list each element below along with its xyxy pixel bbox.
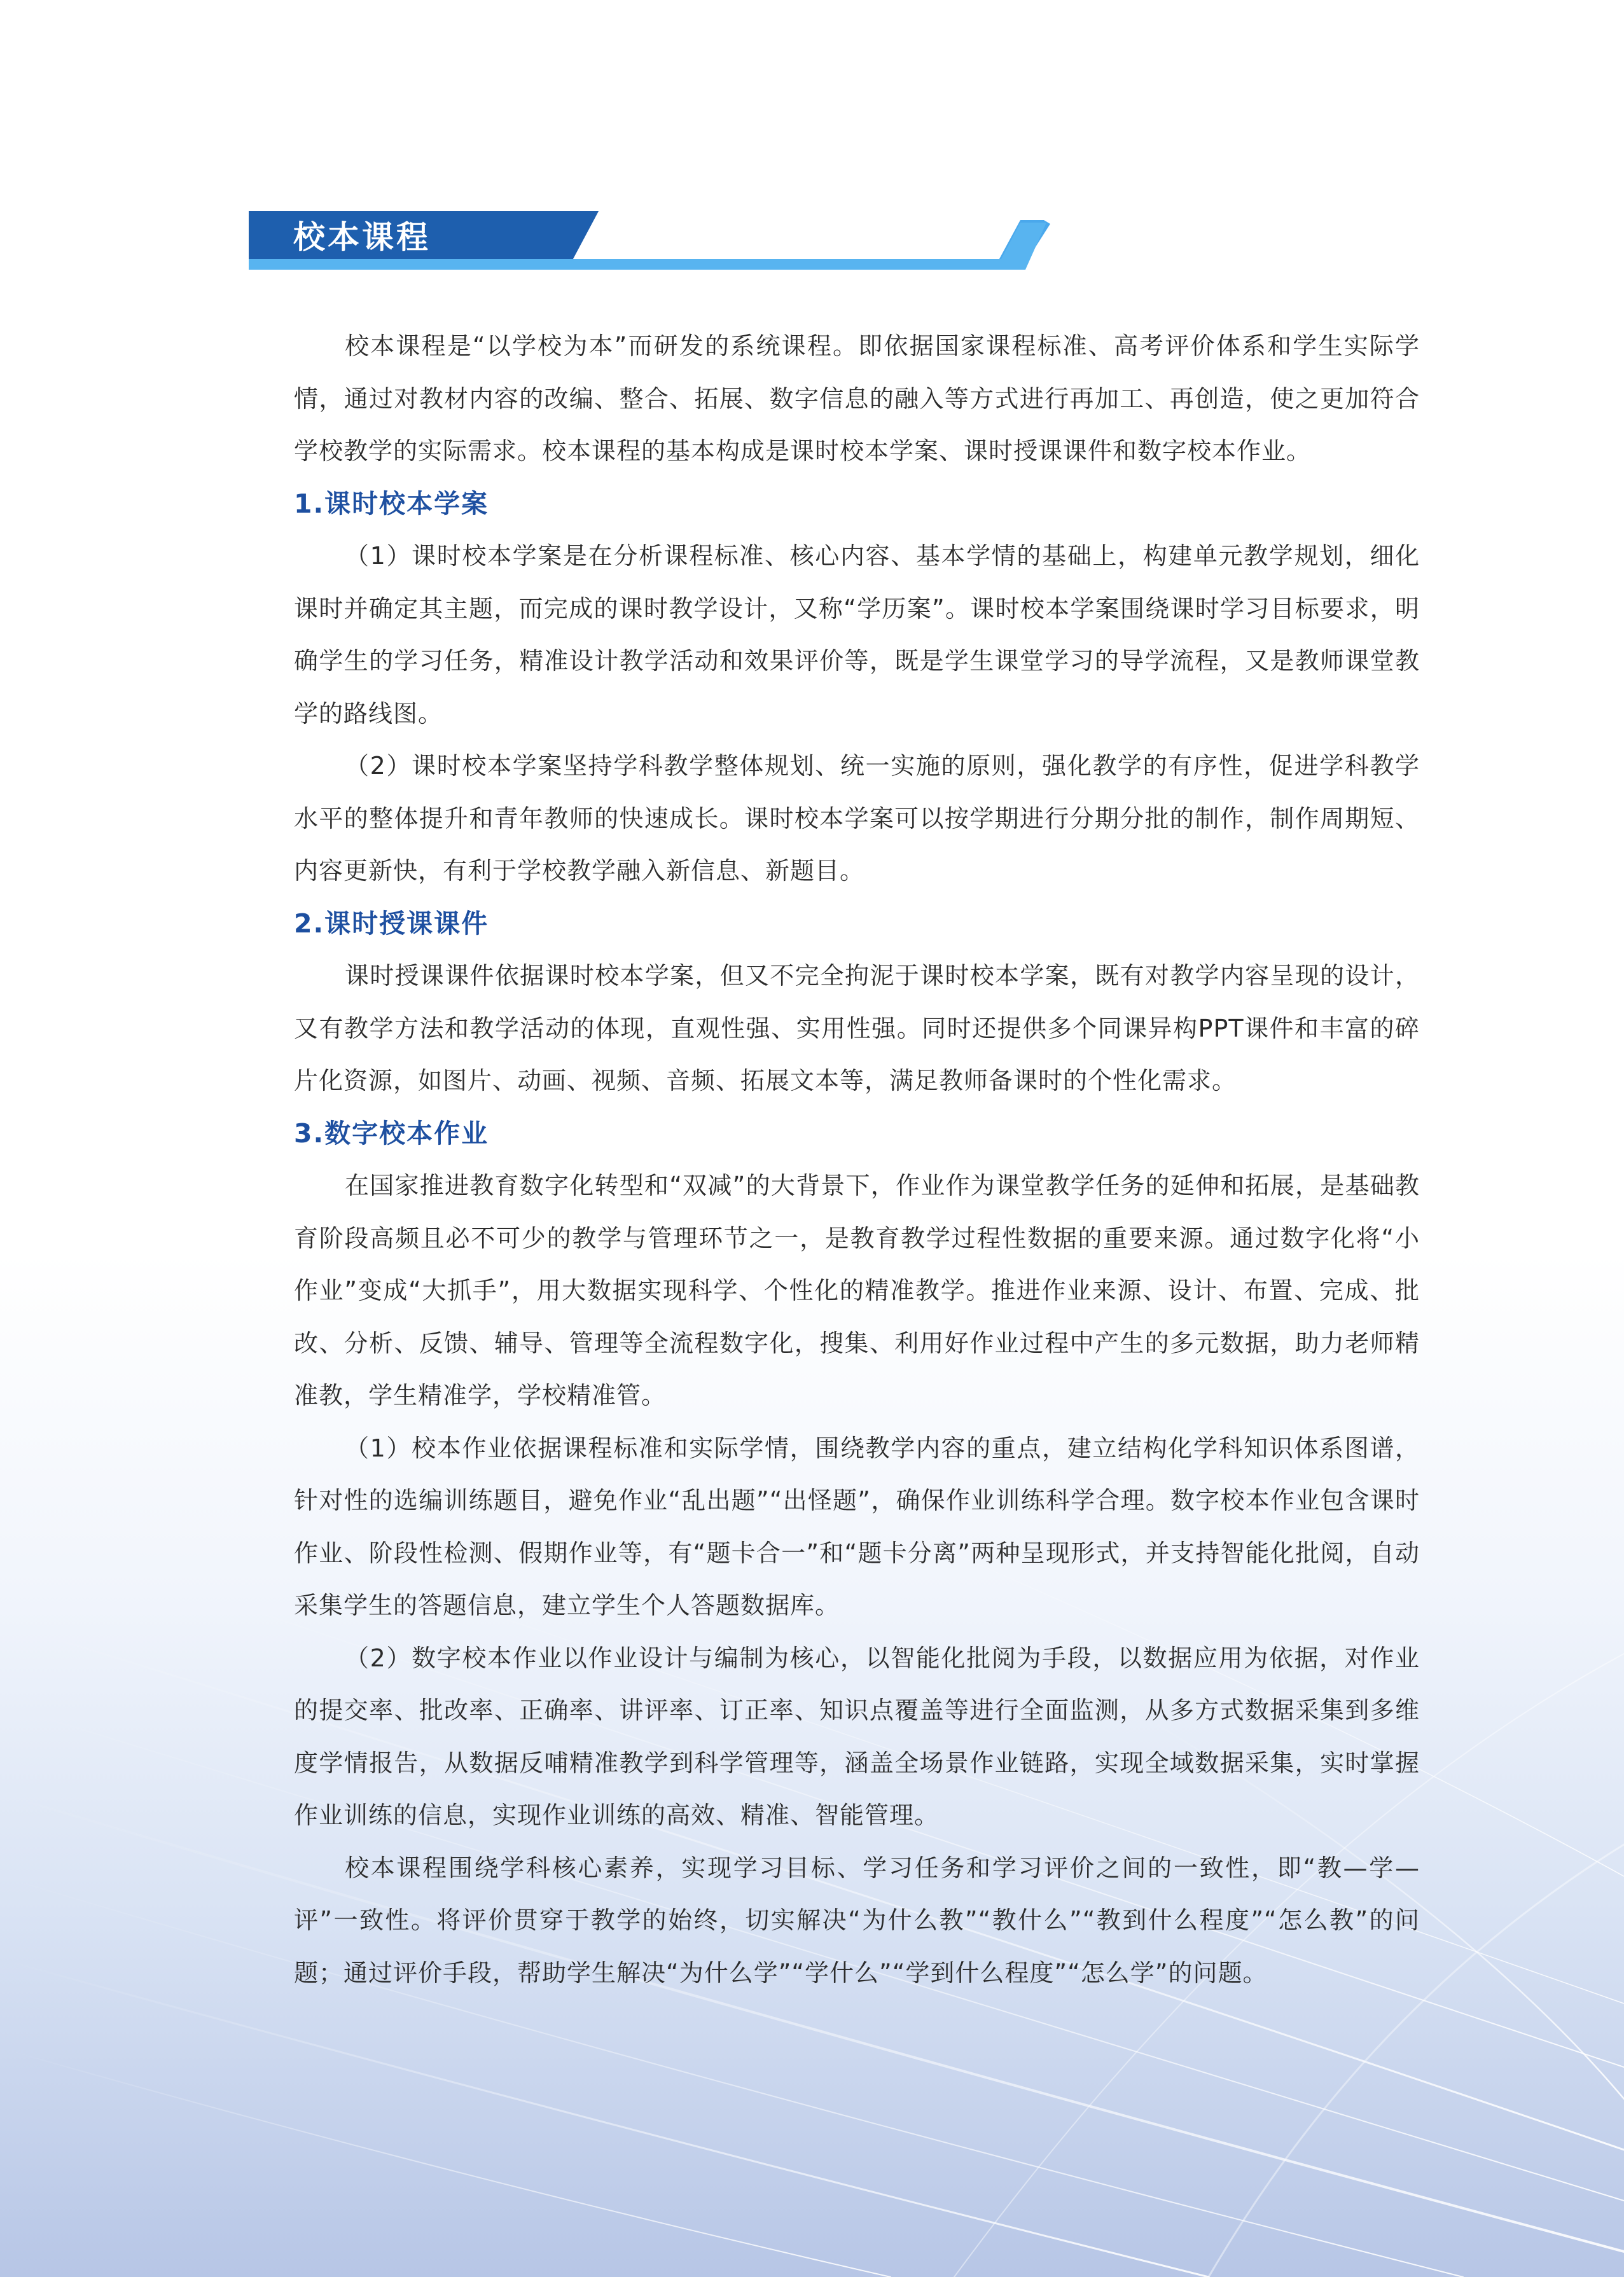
section-title: 校本课程 <box>293 219 431 256</box>
heading-digital-homework: 3.数字校本作业 <box>294 1118 489 1149</box>
heading-lesson-plan: 1.课时校本学案 <box>294 488 489 519</box>
digital-homework-paragraph-1: 在国家推进教育数字化转型和“双减”的大背景下，作业作为课堂教学任务的延伸和拓展，是基础教育阶段高频且必不可少的教学与管理环节之一，是教育教学过程性数据的重要来源。通过数字化将“小作业”变成“大抓手”，用大数据实现科学、个性化的精准教学。推进作业来源、设计、布置、完成、批改、分析、反馈、辅导、管理等全流程数字化，搜集、利用好作业过程中产生的多元数据，助力老师精准教，学生精准学，学校精准管。 <box>294 1172 1420 1409</box>
digital-homework-paragraph-3: （2）数字校本作业以作业设计与编制为核心，以智能化批阅为手段，以数据应用为依据，对作业的提交率、批改率、正确率、讲评率、订正率、知识点覆盖等进行全面监测，从多方式数据采集到多维度学情报告，从数据反哺精准教学到科学管理等，涵盖全场景作业链路，实现全域数据采集，实时掌握作业训练的信息，实现作业训练的高效、精准、智能管理。 <box>294 1644 1420 1829</box>
closing-paragraph: 校本课程围绕学科核心素养，实现学习目标、学习任务和学习评价之间的一致性，即“教—学—评”一致性。将评价贯穿于教学的始终，切实解决“为什么教”“教什么”“教到什么程度”“怎么教”的问题；通过评价手段，帮助学生解决“为什么学”“学什么”“学到什么程度”“怎么学”的问题。 <box>294 1853 1420 1987</box>
heading-courseware: 2.课时授课课件 <box>294 908 489 939</box>
digital-homework-paragraph-2: （1）校本作业依据课程标准和实际学情，围绕教学内容的重点，建立结构化学科知识体系图谱，针对性的选编训练题目，避免作业“乱出题”“出怪题”，确保作业训练科学合理。数字校本作业包含课时作业、阶段性检测、假期作业等，有“题卡合一”和“题卡分离”两种呈现形式，并支持智能化批阅，自动采集学生的答题信息，建立学生个人答题数据库。 <box>294 1434 1420 1619</box>
courseware-paragraph: 课时授课课件依据课时校本学案，但又不完全拘泥于课时校本学案，既有对教学内容呈现的设计，又有教学方法和教学活动的体现，直观性强、实用性强。同时还提供多个同课异构PPT课件和丰富的碎片化资源，如图片、动画、视频、音频、拓展文本等，满足教师备课时的个性化需求。 <box>294 962 1420 1095</box>
lesson-plan-paragraph-1: （1）课时校本学案是在分析课程标准、核心内容、基本学情的基础上，构建单元教学规划，细化课时并确定其主题，而完成的课时教学设计，又称“学历案”。课时校本学案围绕课时学习目标要求，明确学生的学习任务，精准设计教学活动和效果评价等，既是学生课堂学习的导学流程，又是教师课堂教学的路线图。 <box>294 542 1420 728</box>
intro-paragraph: 校本课程是“以学校为本”而研发的系统课程。即依据国家课程标准、高考评价体系和学生实际学情，通过对教材内容的改编、整合、拓展、数字信息的融入等方式进行再加工、再创造，使之更加符合学校教学的实际需求。校本课程的基本构成是课时校本学案、课时授课课件和数字校本作业。 <box>294 332 1420 465</box>
lesson-plan-paragraph-2: （2）课时校本学案坚持学科教学整体规划、统一实施的原则，强化教学的有序性，促进学科教学水平的整体提升和青年教师的快速成长。课时校本学案可以按学期进行分期分批的制作，制作周期短、内容更新快，有利于学校教学融入新信息、新题目。 <box>294 752 1420 885</box>
section-title-banner <box>249 211 1050 270</box>
document-body <box>294 320 1420 1999</box>
